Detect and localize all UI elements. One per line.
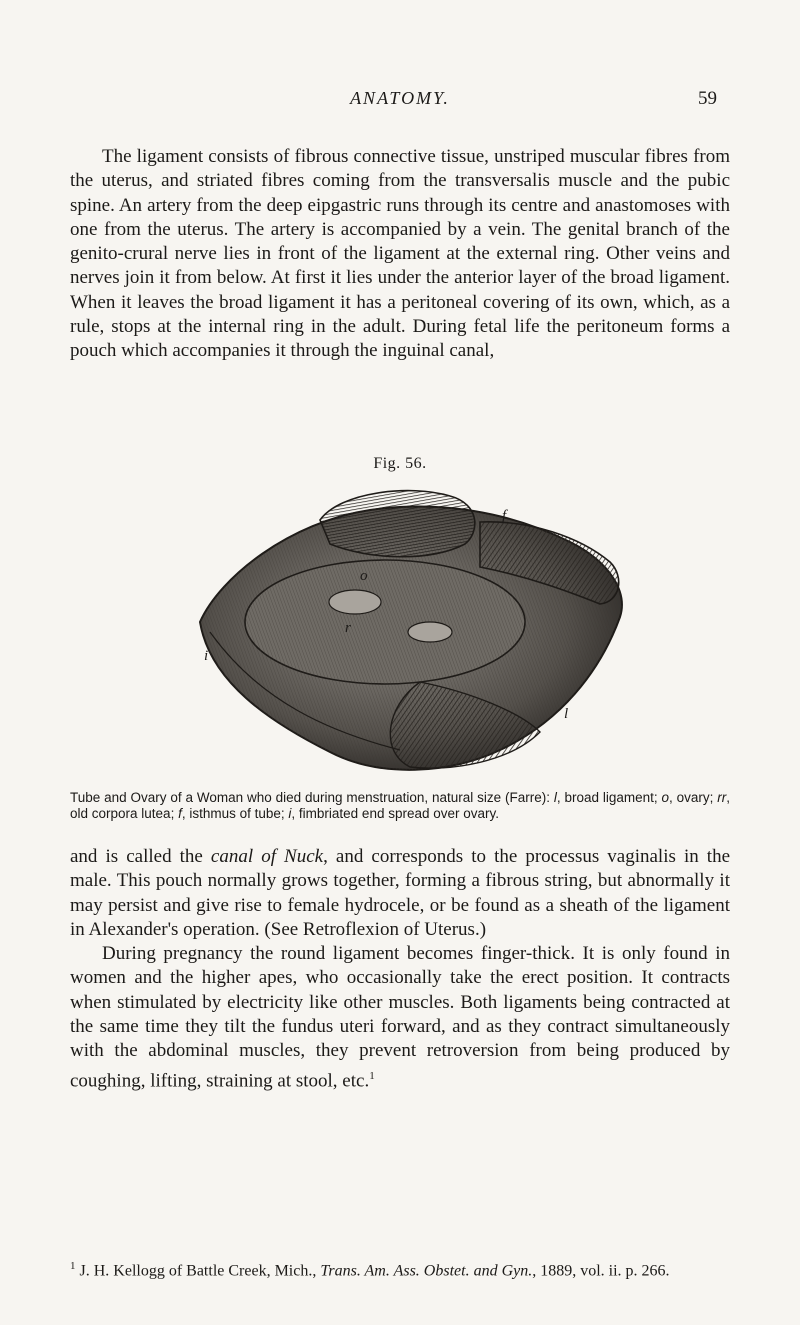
caption-letter: rr bbox=[717, 790, 727, 805]
paragraph-text: , and corresponds to the processus vaginalis in the male. This pouch normally grows together, forming a fibrous string, but abnormally it may persist and give rise to female hydrocele, or be found as a sheath of the ligament in Alexander's operation. (See Retroflexion of Uterus.) bbox=[70, 846, 730, 940]
running-title: ANATOMY. bbox=[350, 88, 450, 108]
caption-text: , ovary; bbox=[669, 790, 718, 805]
caption-letter: l bbox=[553, 790, 557, 805]
text-block-top bbox=[70, 145, 730, 364]
page-number: 59 bbox=[698, 88, 717, 109]
footnote-reference: 1 bbox=[369, 1069, 375, 1082]
figure-caption bbox=[70, 790, 730, 822]
running-head bbox=[0, 88, 800, 112]
caption-text: , old corpora lutea; bbox=[70, 790, 731, 821]
paragraph-opening: The ligament consists of fibrous connective tissue, unstriped muscular fibres from the uterus, and striated fibres coming from the transversalis muscle and the pubic spine. An artery from the deep eipgastric runs through its centre and anastomoses with one from the uterus. The artery is accompanied by a vein. The genital branch of the genito-crural nerve lies in front of the ligament at the external ring. Other veins and nerves join it from below. At first it lies under the anterior layer of the broad ligament. When it leaves the broad ligament it has a peritoneal covering of its own, which, as a rule, stops at the internal ring in the adult. During fetal life the peritoneum forms a pouch which accompanies it through the inguinal canal, bbox=[70, 146, 730, 362]
paragraph-text: During pregnancy the round ligament becomes finger-thick. It is only found in women and the higher apes, who occasionally take the erect position. It contracts when stimulated by electricity like other muscles. Both ligaments being contracted at the same time they tilt the fundus uteri forward, and as they contract simultaneously with the abdominal muscles, they prevent retroversion from being produced by coughing, lifting, straining at stool, etc. bbox=[70, 943, 730, 1091]
footnote bbox=[70, 1256, 730, 1281]
caption-text: , broad ligament; bbox=[556, 790, 662, 805]
paragraph-text: and is called the bbox=[70, 846, 211, 867]
label-i: i bbox=[204, 648, 209, 664]
label-l: l bbox=[564, 706, 569, 722]
footnote-mark: 1 bbox=[70, 1260, 76, 1272]
caption-text: Tube and Ovary of a Woman who died during menstruation, natural size (Farre): bbox=[70, 790, 554, 805]
caption-text: , fimbriated end spread over ovary. bbox=[291, 806, 500, 821]
figure-label: Fig. 56. bbox=[373, 455, 427, 472]
emphasis-text: canal of Nuck bbox=[210, 846, 324, 867]
label-r: r bbox=[345, 620, 351, 636]
anatomical-illustration bbox=[180, 482, 630, 784]
paragraph-pregnancy bbox=[70, 942, 730, 1093]
label-o: o bbox=[360, 568, 368, 584]
text-block-bottom bbox=[70, 845, 730, 1093]
caption-text: , isthmus of tube; bbox=[181, 806, 289, 821]
caption-letter: o bbox=[661, 790, 670, 805]
label-f: f bbox=[502, 508, 507, 524]
footnote-journal: Trans. Am. Ass. Obstet. and Gyn. bbox=[320, 1262, 533, 1280]
footnote-text: J. H. Kellogg of Battle Creek, Mich., bbox=[75, 1262, 321, 1280]
caption-letter: f bbox=[178, 806, 182, 821]
paragraph-continuation bbox=[70, 845, 730, 942]
footnote-text: , 1889, vol. ii. p. 266. bbox=[532, 1262, 670, 1280]
caption-letter: i bbox=[288, 806, 292, 821]
